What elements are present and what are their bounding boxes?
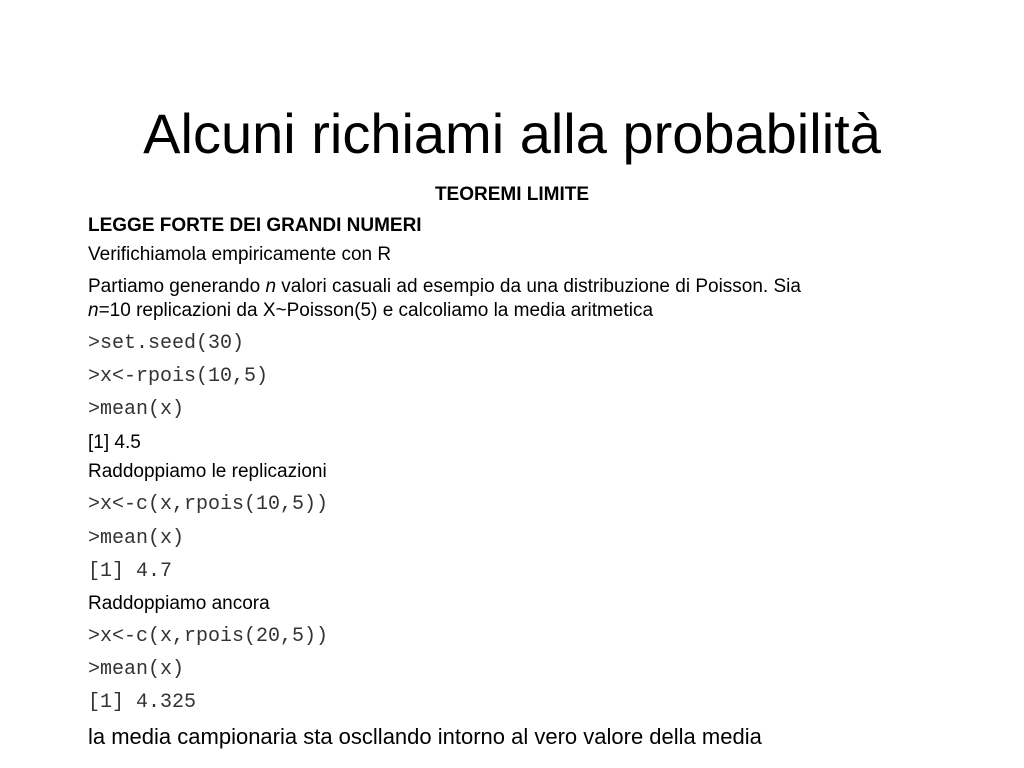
output-line: [1] 4.7 xyxy=(88,560,173,583)
code-line: >x<-c(x,rpois(20,5)) xyxy=(88,625,329,648)
paragraph-line-2 xyxy=(88,300,954,322)
variable-n: n xyxy=(265,276,277,297)
slide-title: Alcuni richiami alla probabilità xyxy=(143,102,881,165)
paragraph-part-2: valori casuali ad esempio da una distribuzione di Poisson. Sia xyxy=(276,276,801,297)
paragraph-part-3: =10 replicazioni da X~Poisson(5) e calcoliamo la media aritmetica xyxy=(98,300,654,321)
code-line: >mean(x) xyxy=(88,398,185,421)
subheading: LEGGE FORTE DEI GRANDI NUMERI xyxy=(88,215,422,236)
text-line: Raddoppiamo le replicazioni xyxy=(88,461,327,482)
section-heading: TEOREMI LIMITE xyxy=(434,184,590,205)
code-line: >x<-c(x,rpois(10,5)) xyxy=(88,493,329,516)
code-line: >mean(x) xyxy=(88,527,185,550)
paragraph-line-1 xyxy=(88,276,954,298)
code-line: >set.seed(30) xyxy=(88,332,245,355)
variable-n: n xyxy=(88,300,99,321)
code-line: >mean(x) xyxy=(88,658,185,681)
paragraph-part-1: Partiamo generando xyxy=(88,276,266,297)
intro-text: Verifichiamola empiricamente con R xyxy=(88,244,392,265)
conclusion-text: la media campionaria sta oscllando intorno al vero valore della media xyxy=(88,724,762,749)
output-line: [1] 4.5 xyxy=(88,432,141,453)
output-line: [1] 4.325 xyxy=(88,691,197,714)
code-line: >x<-rpois(10,5) xyxy=(88,365,269,388)
text-line: Raddoppiamo ancora xyxy=(88,593,270,614)
